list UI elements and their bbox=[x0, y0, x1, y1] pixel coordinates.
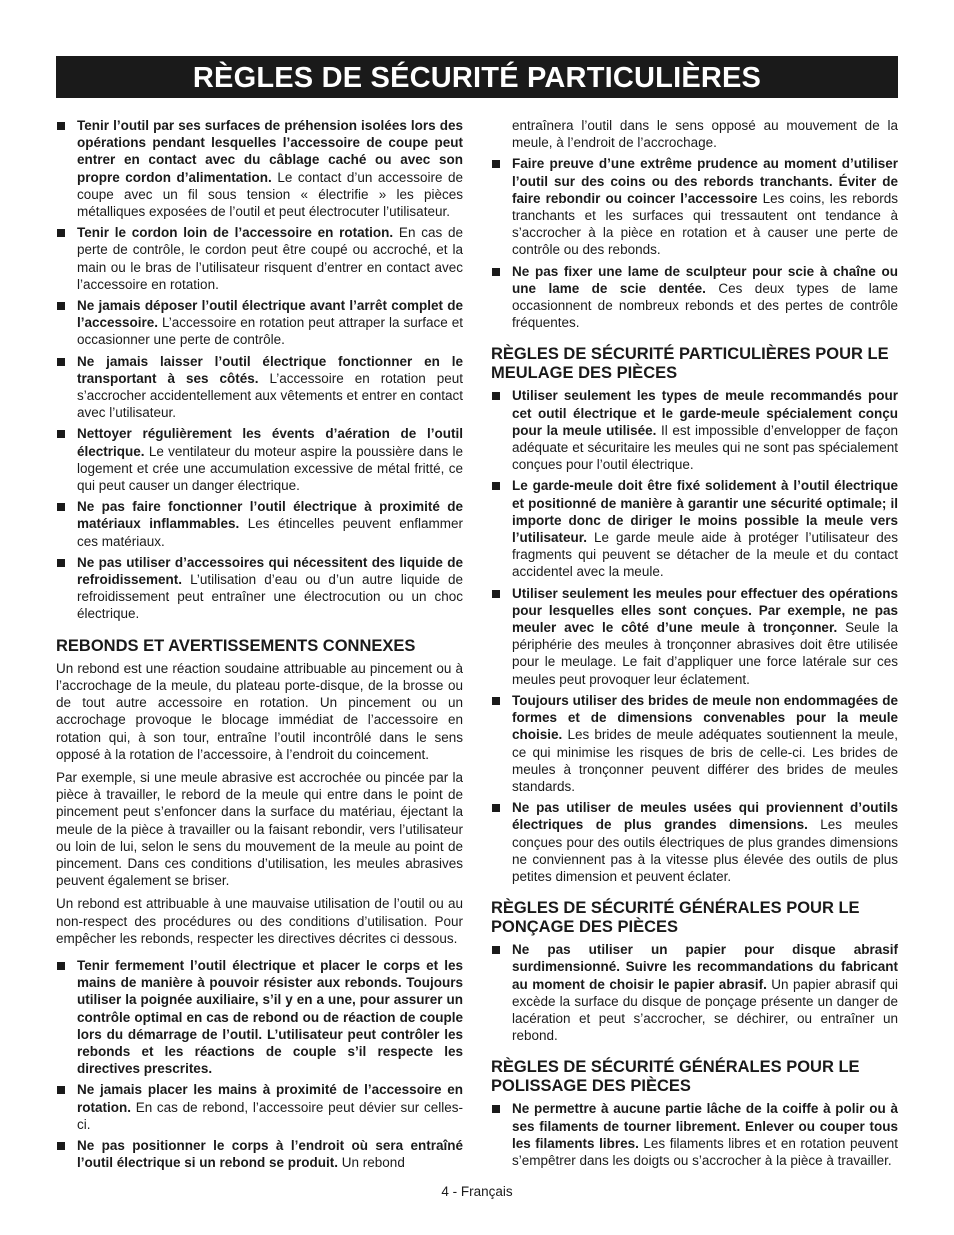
bullet-bold-text: Ne permettre à aucune partie lâche de la coiffe à polir ou à ses filaments de tourner librement. Enlever ou couper tous les filaments libres. bbox=[512, 1101, 898, 1151]
square-bullet-icon bbox=[492, 160, 500, 168]
bullet-text bbox=[77, 297, 463, 349]
bullet-text bbox=[512, 477, 898, 580]
bullet-bold-text: Ne pas utiliser de meules usées qui proviennent d’outils électriques de plus grandes dimensions. bbox=[512, 800, 898, 833]
bullet-item bbox=[56, 353, 463, 422]
square-bullet-icon bbox=[492, 392, 500, 400]
square-bullet-icon bbox=[57, 1142, 65, 1150]
bullet-item bbox=[56, 554, 463, 623]
bullet-bold-text: Faire preuve d’une extrême prudence au moment d’utiliser l’outil sur des coins ou des rebords tranchants. Éviter de faire rebondir ou coincer l’accessoire bbox=[512, 156, 898, 206]
bullet-item bbox=[56, 297, 463, 349]
bullet-text bbox=[77, 498, 463, 550]
bullet-item bbox=[56, 117, 463, 220]
bullet-list-meulage bbox=[491, 387, 898, 885]
bullet-body-text: L’accessoire en rotation peut attraper la surface et occasionner une perte de contrôle. bbox=[77, 315, 463, 348]
bullet-item bbox=[56, 498, 463, 550]
bullet-bold-text: Tenir l’outil par ses surfaces de préhension isolées lors des opérations pendant lesquelles l’accessoire de coupe peut entrer en contact avec du câblage caché ou avec son propre cordon d’alimentation. bbox=[77, 118, 463, 185]
bullet-bold-text: Ne pas fixer une lame de sculpteur pour scie à chaîne ou une lame de scie dentée. bbox=[512, 263, 898, 296]
left-column bbox=[56, 117, 463, 1175]
bullet-item bbox=[491, 1100, 898, 1169]
bullet-text bbox=[77, 117, 463, 220]
bullet-body-text: Il est impossible d’envelopper de façon adéquate et sécuritaire les meules qui ne sont pas spécialement conçues pour l’outil électrique. bbox=[512, 422, 899, 473]
bullet-bold-text: Tenir le cordon loin de l’accessoire en rotation. bbox=[77, 225, 394, 241]
bullet-text bbox=[77, 1137, 463, 1171]
section-heading-polissage: RÈGLES DE SÉCURITÉ GÉNÉRALES POUR LE POLISSAGE DES PIÈCES bbox=[491, 1058, 860, 1096]
paragraph: Un rebond est une réaction soudaine attribuable au pincement ou à l’accrochage de la meule, du plateau porte-disque, de la brosse ou de tout autre accessoire en rotation. Un pincement ou un accrochage provoque le blocage immédiat de l’accessoire en rotation qui, à son tour, entraîne l’outil incontrôlé dans le sens opposé à la rotation de l’accessoire, à l’endroit du coincement. bbox=[56, 660, 463, 762]
section-heading-poncage: RÈGLES DE SÉCURITÉ GÉNÉRALES POUR LE PONÇAGE DES PIÈCES bbox=[491, 899, 860, 937]
bullet-text bbox=[77, 224, 463, 293]
bullet-body-text: En cas de perte de contrôle, le cordon peut être coupé ou accroché, et la main ou le bras de l’utilisateur risquent d’entrer en contact avec l’accessoire en rotation. bbox=[77, 225, 463, 292]
bullet-text bbox=[512, 585, 898, 688]
bullet-body-text: Les brides de meule adéquates soutiennent la meule, ce qui minimise les risques de bris de celle-ci. Les brides de meules à tronçonner peuvent différer des brides de meules standards. bbox=[512, 727, 898, 794]
square-bullet-icon bbox=[57, 122, 65, 130]
square-bullet-icon bbox=[492, 590, 500, 598]
bullet-body-text: Les filaments libres et en rotation peuvent s’empêtrer dans les doigts ou s’accrocher à la pièce à travailler. bbox=[512, 1135, 898, 1168]
bullet-text bbox=[512, 941, 898, 1044]
bullet-list-general bbox=[56, 117, 463, 623]
page-title: RÈGLES DE SÉCURITÉ PARTICULIÈRES bbox=[56, 56, 898, 98]
paragraph: Un rebond est attribuable à une mauvaise utilisation de l’outil ou au non-respect des procédures ou des conditions d’utilisation. Pour empêcher les rebonds, respecter les directives décrites ci dessous. bbox=[56, 896, 463, 946]
bullet-item bbox=[56, 1137, 463, 1171]
bullet-item bbox=[491, 477, 898, 580]
bullet-item bbox=[491, 585, 898, 688]
bullet-bold-text: Toujours utiliser des brides de meule non endommagées de formes et de dimensions convenables pour la meule choisie. bbox=[512, 692, 898, 743]
bullet-bold-text: Ne jamais déposer l’outil électrique avant l’arrêt complet de l’accessoire. bbox=[77, 298, 463, 331]
bullet-item bbox=[491, 799, 898, 885]
bullet-item bbox=[56, 224, 463, 293]
bullet-list-polissage bbox=[491, 1100, 898, 1169]
bullet-text bbox=[77, 425, 463, 494]
bullet-text bbox=[512, 387, 898, 473]
bullet-item bbox=[56, 957, 463, 1077]
bullet-item bbox=[56, 1081, 463, 1133]
bullet-list-rebonds bbox=[56, 957, 463, 1171]
bullet-item bbox=[491, 387, 898, 473]
bullet-body-text: L’accessoire en rotation peut s’accrocher accidentellement aux vêtements et entrer en contact avec l’utilisateur. bbox=[77, 370, 463, 421]
square-bullet-icon bbox=[57, 302, 65, 310]
bullet-body-text: En cas de rebond, l’accessoire peut dévier sur celles-ci. bbox=[77, 1099, 463, 1132]
bullet-item bbox=[491, 155, 898, 258]
right-column bbox=[491, 117, 898, 1173]
bullet-bold-text: Ne jamais laisser l’outil électrique fonctionner en le transportant à ses côtés. bbox=[77, 353, 463, 386]
square-bullet-icon bbox=[492, 482, 500, 490]
bullet-text bbox=[77, 353, 463, 422]
square-bullet-icon bbox=[57, 358, 65, 366]
bullet-text bbox=[512, 799, 898, 885]
bullet-text bbox=[77, 1081, 463, 1133]
section-heading-meulage: RÈGLES DE SÉCURITÉ PARTICULIÈRES POUR LE MEULAGE DES PIÈCES bbox=[491, 345, 889, 383]
bullet-body-text: L’utilisation d’eau ou d’un autre liquide de refroidissement peut entraîner une électrocution ou un choc électrique. bbox=[77, 572, 463, 622]
bullet-bold-text: Ne pas positionner le corps à l’endroit où sera entraîné l’outil électrique si un rebond se produit. bbox=[77, 1137, 463, 1171]
bullet-list-poncage bbox=[491, 941, 898, 1044]
bullet-bold-text: Nettoyer régulièrement les évents d’aération de l’outil électrique. bbox=[77, 426, 463, 459]
bullet-body-text: Un rebond bbox=[338, 1155, 405, 1171]
bullet-bold-text: Tenir fermement l’outil électrique et placer le corps et les mains de manière à pouvoir résister aux rebonds. Toujours utiliser la poignée auxiliaire, s’il y en a une, pour assurer un contrôle optimal en cas de rebond ou de réaction de couple lors du démarrage de l’outil. L’utilisateur peut contrôler les rebonds et les réactions de couple s’il respecte les directives prescrites. bbox=[77, 957, 463, 1077]
bullet-text bbox=[512, 1100, 898, 1169]
square-bullet-icon bbox=[57, 430, 65, 438]
square-bullet-icon bbox=[492, 946, 500, 954]
square-bullet-icon bbox=[57, 962, 65, 970]
bullet-bold-text: Le garde-meule doit être fixé solidement à l’outil électrique et positionné de manière à garantir une sécurité optimale; il importe donc de diriger le moins possible la meule vers l’utilisateur. bbox=[512, 478, 898, 546]
bullet-bold-text: Ne pas utiliser un papier pour disque abrasif surdimensionné. Suivre les recommandations du fabricant au moment de choisir le papier abrasif. bbox=[512, 942, 898, 992]
bullet-body-text: Seule la périphérie des meules à tronçonner abrasives doit être utilisée pour le meulage. Le fait d’appliquer une force latérale sur ces meules peut provoquer leur éclatement. bbox=[512, 620, 898, 687]
bullet-item bbox=[491, 692, 898, 795]
page-footer: 4 - Français bbox=[441, 1184, 513, 1199]
section-heading-rebonds: REBONDS ET AVERTISSEMENTS CONNEXES bbox=[56, 636, 416, 655]
square-bullet-icon bbox=[492, 697, 500, 705]
square-bullet-icon bbox=[492, 1105, 500, 1113]
square-bullet-icon bbox=[57, 229, 65, 237]
bullet-body-text: Le garde meule aide à protéger l’utilisateur des fragments qui peuvent se détacher de la meule et du contact accidentel avec la meule. bbox=[512, 530, 898, 580]
bullet-body-text: Le ventilateur du moteur aspire la poussière dans le logement et crée une accumulation excessive de métal fritté, ce qui peut causer un danger électrique. bbox=[77, 443, 463, 494]
bullet-body-text: Un papier abrasif qui excède la surface du disque de ponçage présente un danger de lacération et peut s’accrocher, se déchirer, ou entraîner un rebond. bbox=[512, 976, 899, 1044]
bullet-body-text: Ces deux types de lame occasionnent de nombreux rebonds et des pertes de contrôle fréquentes. bbox=[512, 280, 898, 331]
bullet-item bbox=[491, 263, 898, 332]
bullet-text bbox=[77, 554, 463, 623]
square-bullet-icon bbox=[492, 268, 500, 276]
bullet-list-rebonds-continued bbox=[491, 155, 898, 331]
bullet-text bbox=[512, 155, 898, 258]
continued-text: entraînera l’outil dans le sens opposé au mouvement de la meule, à l’endroit de l’accrochage. bbox=[512, 118, 898, 151]
square-bullet-icon bbox=[57, 559, 65, 567]
bullet-bold-text: Utiliser seulement les types de meule recommandés pour cet outil électrique et le garde-meule spécialement conçu pour la meule utilisée. bbox=[512, 388, 898, 438]
bullet-item bbox=[491, 941, 898, 1044]
bullet-bold-text: Ne pas faire fonctionner l’outil électrique à proximité de matériaux inflammables. bbox=[77, 499, 463, 532]
bullet-item bbox=[56, 425, 463, 494]
square-bullet-icon bbox=[492, 804, 500, 812]
bullet-bold-text: Ne jamais placer les mains à proximité de l’accessoire en rotation. bbox=[77, 1082, 463, 1115]
square-bullet-icon bbox=[57, 1086, 65, 1094]
bullet-body-text: Les étincelles peuvent enflammer ces matériaux. bbox=[77, 516, 463, 549]
bullet-body-text: Les coins, les rebords tranchants et les surfaces qui tressautent ont tendance à s’accrocher à la pièce en rotation et à causer une perte de contrôle ou des rebonds. bbox=[512, 190, 898, 258]
bullet-body-text: Les meules conçues pour des outils électriques de plus grandes dimensions ne conviennent pas à la vitesse plus élevée des outils de plus petites dimension et peuvent éclater. bbox=[512, 817, 898, 884]
bullet-bold-text: Utiliser seulement les meules pour effectuer des opérations pour lesquelles elles sont conçues. Par exemple, ne pas meuler avec le côté d’une meule à tronçonner. bbox=[512, 585, 898, 636]
bullet-text bbox=[512, 692, 898, 795]
bullet-bold-text: Ne pas utiliser d’accessoires qui nécessitent des liquide de refroidissement. bbox=[77, 554, 463, 588]
paragraph: Par exemple, si une meule abrasive est accrochée ou pincée par la pièce à travailler, le rebord de la meule qui entre dans le point de pincement peut s’enfoncer dans la surface du matériau, éjectant la meule de la pièce à travailler ou la faisant rebondir, vers l’utilisateur ou loin de lui, selon le sens du mouvement de la meule au point de pincement. Dans ces conditions d’utilisation, les meules abrasives peuvent également se briser. bbox=[56, 769, 463, 889]
square-bullet-icon bbox=[57, 503, 65, 511]
bullet-text bbox=[512, 263, 898, 332]
bullet-body-text: Le contact d’un accessoire de coupe avec un fil sous tension « électrifie » les pièces métalliques exposées de l’outil et peut électrocuter l’utilisateur. bbox=[77, 169, 463, 220]
bullet-text bbox=[77, 957, 463, 1077]
